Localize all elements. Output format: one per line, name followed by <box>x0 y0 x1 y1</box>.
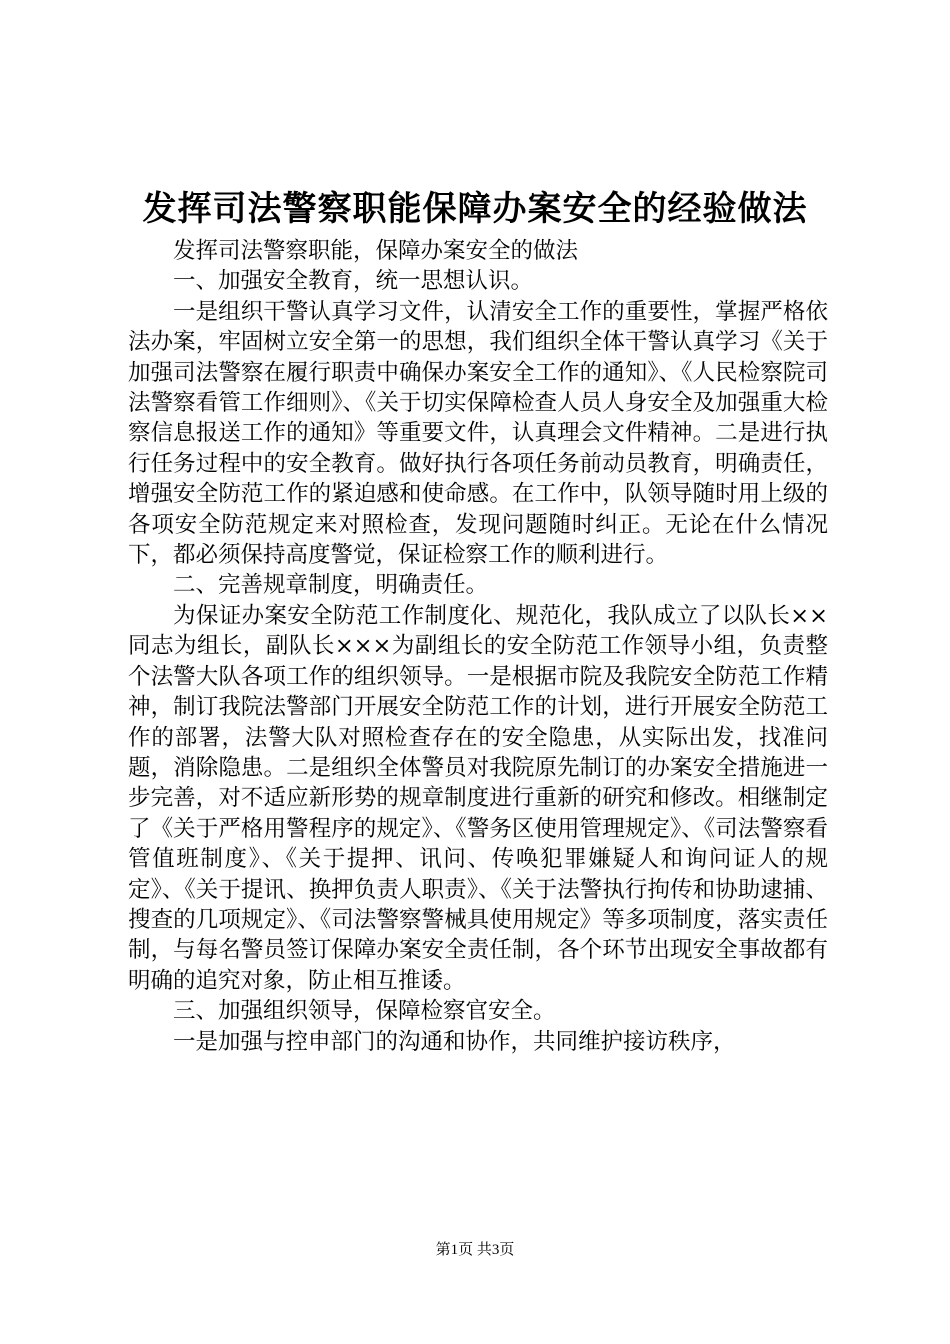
document-title: 发挥司法警察职能保障办案安全的经验做法 <box>142 189 808 229</box>
section-heading-3: 三、加强组织领导，保障检察官安全。 <box>173 998 556 1025</box>
subtitle-paragraph: 发挥司法警察职能，保障办案安全的做法 <box>173 238 579 264</box>
body-paragraph-2: 为保证办案安全防范工作制度化、规范化，我队成立了以队长××同志为组长，副队长×××为副组长的安全防范工作领导小组，负责整个法警大队各项工作的组织领导。一是根据市院及我院安全防范工作精神，制订我院法警部门开展安全防范工作的计划，进行开展安全防范工作的部署，法警大队对照检查存在的安全隐患，从实际出发，找准问题，消除隐患。二是组织全体警员对我院原先制订的办案安全措施进一步完善，对不适应新形势的规章制度进行重新的研究和修改。相继制定了《关于严格用警程序的规定》、《警务区使用管理规定》、《司法警察看管值班制度》、《关于提押、讯问、传唤犯罪嫌疑人和询问证人的规定》、《关于提讯、换押负责人职责》、《关于法警执行拘传和协助逮捕、搜查的几项规定》、《司法警察警械具使用规定》等多项制度，落实责任制，与每名警员签订保障办案安全责任制，各个环节出现安全事故都有明确的追究对象，防止相互推诿。 <box>128 602 828 994</box>
page-footer: 第1页 共3页 <box>435 1242 515 1258</box>
section-heading-2: 二、完善规章制度，明确责任。 <box>173 572 489 599</box>
body-paragraph-1: 一是组织干警认真学习文件，认清安全工作的重要性，掌握严格依法办案，牢固树立安全第一的思想，我们组织全体干警认真学习《关于加强司法警察在履行职责中确保办案安全工作的通知》、《人民检察院司法警察看管工作细则》、《关于切实保障检查人员人身安全及加强重大检察信息报送工作的通知》等重要文件，认真理会文件精神。二是进行执行任务过程中的安全教育。做好执行各项任务前动员教育，明确责任，增强安全防范工作的紧迫感和使命感。在工作中，队领导随时用上级的各项安全防范规定来对照检查，发现问题随时纠正。无论在什么情况下，都必须保持高度警觉，保证检察工作的顺利进行。 <box>128 298 828 569</box>
body-paragraph-3: 一是加强与控申部门的沟通和协作，共同维护接访秩序， <box>173 1028 736 1055</box>
document-body <box>128 236 828 1057</box>
section-heading-1: 一、加强安全教育，统一思想认识。 <box>173 268 534 295</box>
